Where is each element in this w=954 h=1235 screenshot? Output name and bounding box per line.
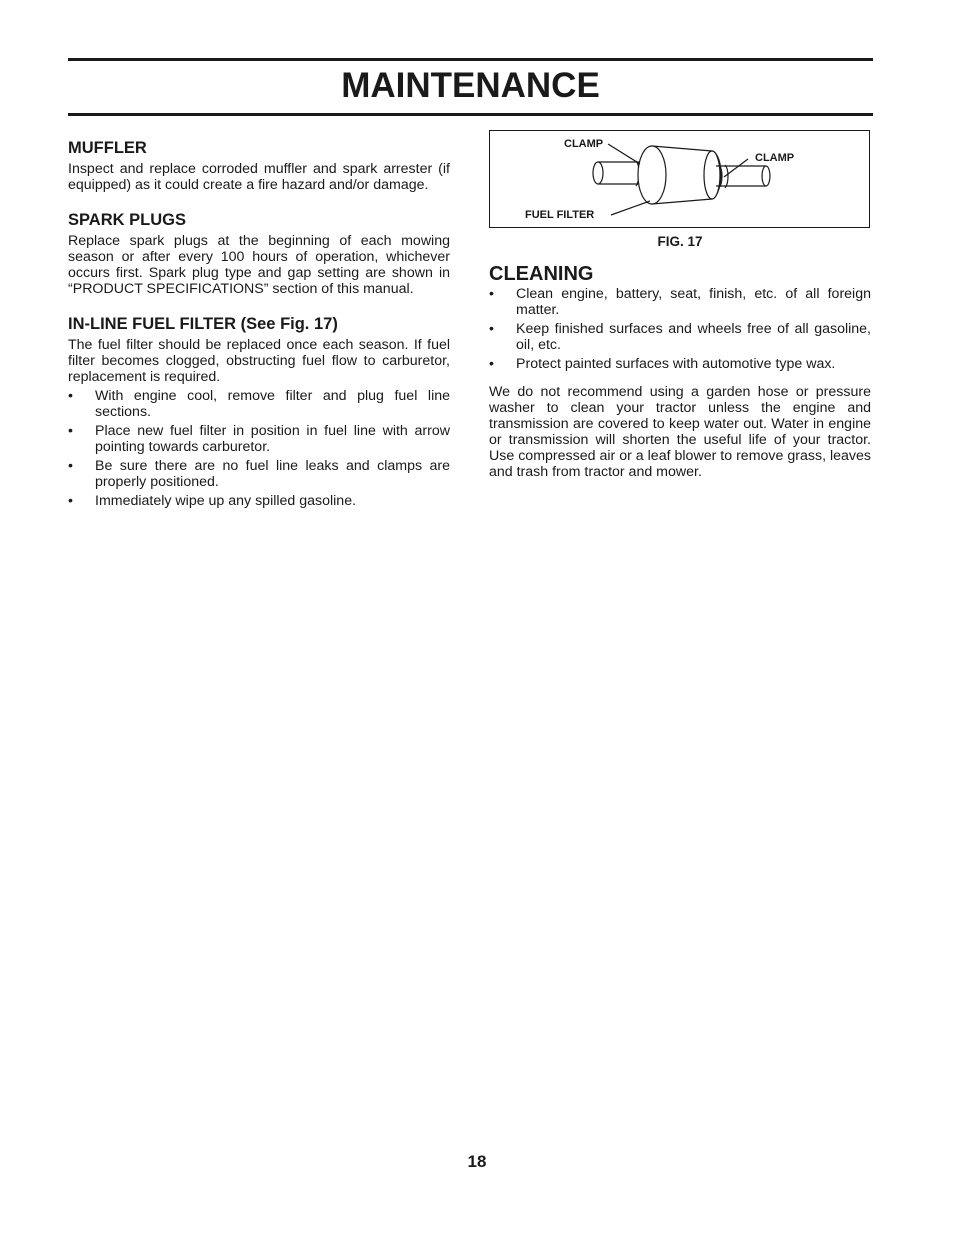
fuel-filter-text: The fuel filter should be replaced once each season. If fuel filter becomes clogged, obstructing fuel flow to carburetor, replacement is required.: [68, 337, 450, 385]
muffler-section: [68, 138, 450, 193]
bullet-icon: •: [68, 388, 73, 404]
fuel-filter-label: FUEL FILTER: [525, 209, 595, 221]
cleaning-list: [489, 286, 871, 372]
figure-caption: FIG. 17: [657, 234, 703, 249]
cleaning-text: We do not recommend using a garden hose or pressure washer to clean your tractor unless the engine and transmission are covered to keep water out. Water in engine or transmission will shorten the useful life of your tractor. Use compressed air or a leaf blower to remove grass, leaves and trash from tractor and mower.: [489, 384, 871, 480]
list-item: • With engine cool, remove filter and plug fuel line sections.: [68, 388, 450, 420]
list-item: • Place new fuel filter in position in fuel line with arrow pointing towards carburetor.: [68, 423, 450, 455]
page-number: 18: [467, 1152, 487, 1171]
list-item: • Clean engine, battery, seat, finish, etc. of all foreign matter.: [489, 286, 871, 318]
bullet-icon: •: [68, 493, 73, 509]
cleaning-section: [489, 262, 871, 480]
spark-plugs-text: Replace spark plugs at the beginning of each mowing season or after every 100 hours of operation, whichever occurs first. Spark plug type and gap setting are shown in “PRODUCT SPECIFICATIONS” section of this manual.: [68, 233, 450, 297]
cleaning-heading: CLEANING: [489, 263, 594, 285]
left-column: [68, 138, 450, 512]
muffler-heading: MUFFLER: [68, 139, 147, 157]
bullet-icon: •: [68, 423, 73, 439]
page-title: MAINTENANCE: [341, 66, 600, 105]
clamp-right-label: CLAMP: [755, 152, 795, 164]
bullet-icon: •: [489, 321, 494, 337]
list-item: • Protect painted surfaces with automotive type wax.: [489, 356, 836, 372]
list-item: • Keep finished surfaces and wheels free of all gasoline, oil, etc.: [489, 321, 871, 353]
spark-plugs-section: [68, 210, 450, 297]
clamp-left-label: CLAMP: [564, 138, 604, 150]
fuel-filter-section: [68, 314, 450, 509]
muffler-text: Inspect and replace corroded muffler and spark arrester (if equipped) as it could create a fire hazard and/or damage.: [68, 161, 450, 193]
fuel-filter-steps: [68, 388, 450, 509]
bullet-icon: •: [68, 458, 73, 474]
bullet-icon: •: [489, 286, 494, 302]
list-item: • Be sure there are no fuel line leaks and clamps are properly positioned.: [68, 458, 450, 490]
fuel-filter-figure: [489, 130, 870, 228]
right-column: [489, 130, 871, 497]
spark-plugs-heading: SPARK PLUGS: [68, 211, 186, 229]
header-rule-top: [68, 58, 873, 61]
fuel-filter-heading: IN-LINE FUEL FILTER (See Fig. 17): [68, 315, 338, 333]
header-rule-bottom: [68, 113, 873, 116]
bullet-icon: •: [489, 356, 494, 372]
list-item: • Immediately wipe up any spilled gasoline.: [68, 493, 357, 509]
